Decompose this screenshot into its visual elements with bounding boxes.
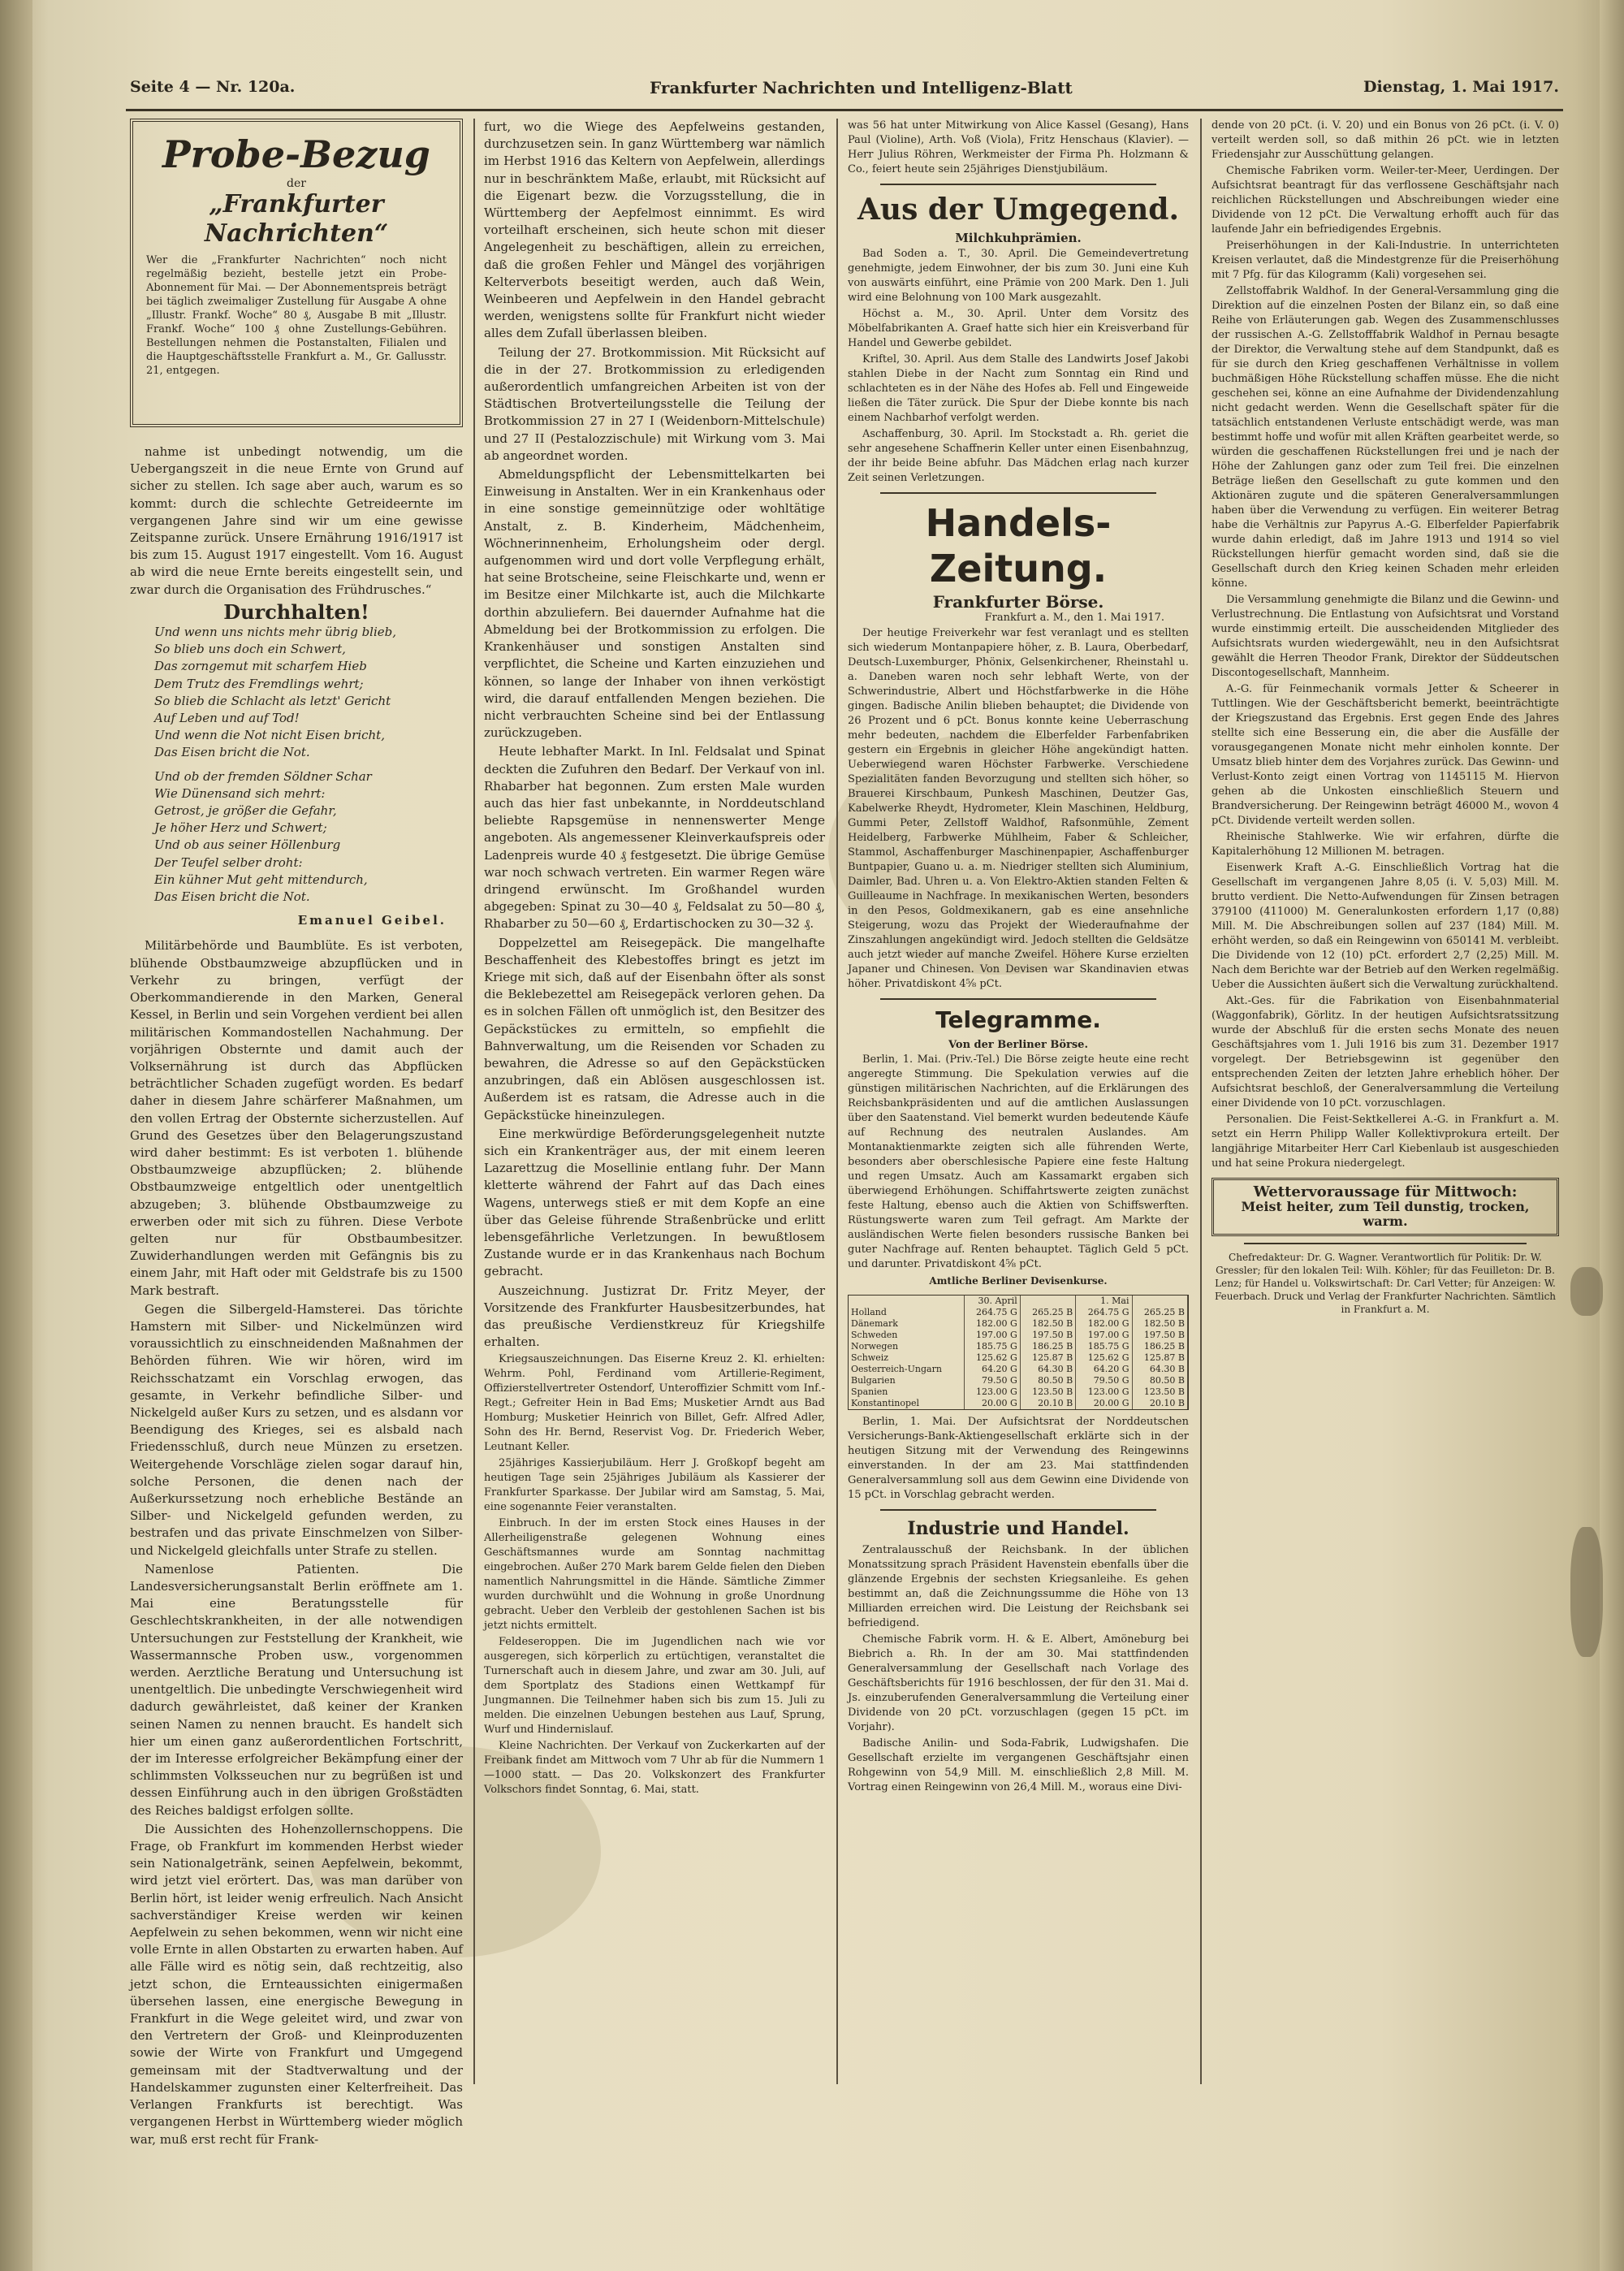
table-cell: 182.00 G — [964, 1318, 1020, 1330]
table-row — [849, 1375, 1188, 1386]
ad-paper-name: „Frankfurter Nachrichten“ — [204, 190, 389, 248]
newspaper-title: Frankfurter Nachrichten und Intelligenz-Blatt — [650, 78, 1073, 97]
page-tear — [1570, 1527, 1603, 1657]
column-rule — [473, 119, 475, 2084]
article-text: Rheinische Stahlwerke. Wie wir erfahren, dürfte die Kapitalerhöhung 12 Millionen M. betragen. — [1212, 831, 1559, 858]
article-text: Eisenwerk Kraft A.-G. Einschließlich Vortrag hat die Gesellschaft im vergangenen Jahre 8,05 (i. V. 5,03) Mill. M. brutto verdient. Die Netto-Aufwendungen für Zinsen betragen 379100 (411000) M. Generalunkosten erfordern 1,17 (0,88) Mill. M. Die Abschreibungen sollen auf 237 (184) Mill. M. erhöht werden, so daß ein Reingewinn von 650141 M. verbleibt. Die Dividende von 12 (10) pCt. erfordert 2,7 (2,25) Mill. M. Nach dem Berichte war der Betrieb auf den Werken regelmäßig. Ueber die Aussichten äußert sich die Verwaltung zurückhaltend. — [1212, 862, 1559, 991]
article-text: 25jähriges Kassierjubiläum. Herr J. Großkopf begeht am heutigen Tage sein 25jähriges Jubiläum als Kassierer der Frankfurter Sparkasse. Der Jubilar wird am Samstag, 5. Mai, eine sogenannte Feier veranstalten. — [484, 1457, 825, 1514]
table-cell: Schweiz — [849, 1352, 964, 1364]
table-cell: 186.25 B — [1020, 1341, 1075, 1352]
subheading: Frankfurter Börse. — [932, 591, 1104, 612]
ad-title: Probe-Bezug — [162, 132, 430, 176]
table-row — [849, 1330, 1188, 1341]
ad-text: Wer die „Frankfurter Nachrichten“ noch nicht regelmäßig bezieht, bestelle jetzt ein Probe-Abonnement für Mai. — Der Abonnementspreis beträgt bei täglich zweimaliger Zustellung für Ausgabe A ohne „Illustr. Frankf. Woche“ 80 ₰, Ausgabe B mit „Illustr. Frankf. Woche“ 100 ₰ ohne Zustellungs-Gebühren. Bestellungen nehmen die Postanstalten, Filialen und die Hauptgeschäftsstelle Frankfurt a. M., Gr. Gallusstr. 21, entgegen. — [146, 254, 447, 377]
table-cell: 185.75 G — [964, 1341, 1020, 1352]
poem-stanza: Und wenn uns nichts mehr übrig blieb, So blieb uns doch ein Schwert, Das zorngemut mit scharfem Hieb Dem Trutz des Fremdlings wehrt; So blieb die Schlacht als letzt' Gericht Auf Leben und auf Tod! Und wenn die Not nicht Eisen bricht, Das Eisen bricht die Not. — [154, 625, 397, 760]
article-text: dende von 20 pCt. (i. V. 20) und ein Bonus von 26 pCt. (i. V. 0) verteilt werden soll, so daß mithin 26 pCt. wie in letzten Friedensjahr zur Ausschüttung gelangen. — [1212, 119, 1559, 161]
section-rule — [880, 1509, 1156, 1511]
article-text: Chemische Fabrik vorm. H. & E. Albert, Amöneburg bei Biebrich a. Rh. In der am 30. Mai stattfindenden Generalversammlung der Gesellschaft nach Vorlage des Geschäftsberichts für 1916 beschlossen, der für den 31. Mai d. Js. einzuberufenden Generalversammlung die Verteilung einer Dividende von 20 pCt. vorzuschlagen (gegen 15 pCt. im Vorjahr). — [848, 1633, 1189, 1733]
table-row — [849, 1352, 1188, 1364]
table-cell: 123.50 B — [1132, 1386, 1188, 1398]
imprint: Chefredakteur: Dr. G. Wagner. Verantwortlich für Politik: Dr. W. Gressler; für den lokalen Teil: Wilh. Köhler; für das Feuilleton: Dr. B. Lenz; für Handel u. Volkswirtschaft: Dr. Carl Vetter; für Anzeigen: W. Feuerbach. Druck und Verlag der Frankfurter Nachrichten. Sämtlich in Frankfurt a. M. — [1214, 1252, 1557, 1315]
article-text: Kleine Nachrichten. Der Verkauf von Zuckerkarten auf der Freibank findet am Mittwoch vom 7 Uhr ab für die Nummern 1—1000 statt. — Das 20. Volkskonzert des Frankfurter Volkschors findet Sonntag, 6. Mai, statt. — [484, 1740, 825, 1797]
table-cell: Norwegen — [849, 1341, 964, 1352]
table-cell: 182.50 B — [1132, 1318, 1188, 1330]
article-text: was 56 hat unter Mitwirkung von Alice Kassel (Gesang), Hans Paul (Violine), Arth. Voß (Viola), Fritz Henschaus (Klavier). — Herr Julius Röhren, Werkmeister der Firma Ph. Holzmann & Co., feiert heute sein 25jähriges Dienstjubiläum. — [848, 119, 1189, 175]
header-rule — [126, 109, 1563, 111]
article-text: Preiserhöhungen in der Kali-Industrie. In unterrichteten Kreisen verlautet, daß die Mindestgrenze für die Preiserhöhung mit 7 Pfg. für das Kilogramm (Kali) vorgesehen sei. — [1212, 240, 1559, 281]
table-header-cell: 1. Mai — [1076, 1296, 1132, 1307]
table-title: Amtliche Berliner Devisenkurse. — [929, 1275, 1108, 1287]
table-row — [849, 1318, 1188, 1330]
article-text: Feldeseroppen. Die im Jugendlichen nach wie vor ausgeregen, sich körperlich zu ertüchtigen, veranstaltet die Turnerschaft auch in diesem Jahre, und zwar am 30. Juli, auf dem Sportplatz des Stadions einen Wettkampf für Jungmannen. Die Teilnehmer haben sich bis zum 15. Juli zu melden. Die einzelnen Uebungen bestehen aus Lauf, Sprung, Wurf und Hindernislauf. — [484, 1636, 825, 1737]
article-text: Kriegsauszeichnungen. Das Eiserne Kreuz 2. Kl. erhielten: Wehrm. Pohl, Ferdinand vom Artillerie-Regiment, Offizierstellvertreter Ostendorf, Unteroffizier Schmitt vom Inf.-Regt.; Gefreiter Hein in Bad Ems; Musketier Arndt aus Bad Homburg; Musketier Heinrich von Billet, Gefr. Alfred Adler, Sohn des Hr. Bernd, Reservist Vog. Dr. Friederich Weber, Leutnant Keller. — [484, 1353, 825, 1454]
section-rule — [880, 492, 1156, 494]
table-cell: 265.25 B — [1132, 1307, 1188, 1318]
poem-stanza: Und ob der fremden Söldner Schar Wie Dünensand sich mehrt: Getrost, je größer die Gefahr, Je höher Herz und Schwert; Und ob aus seiner Höllenburg Der Teufel selber droht: Ein kühner Mut geht mittendurch, Das Eisen bricht die Not. — [154, 768, 372, 905]
table-cell: 64.30 B — [1020, 1364, 1075, 1375]
section-rule — [880, 998, 1156, 1000]
table-cell: 182.00 G — [1076, 1318, 1132, 1330]
table-cell: 125.87 B — [1020, 1352, 1075, 1364]
table-cell: 123.00 G — [1076, 1386, 1132, 1398]
article-text: Bad Soden a. T., 30. April. Die Gemeindevertretung genehmigte, jedem Einwohner, der bis zum 30. Juni eine Kuh von auswärts einführt, eine Prämie von 200 Mark. Den 1. Juli wird eine Belohnung von 100 Mark ausgezahlt. — [848, 247, 1189, 304]
column-3 — [848, 119, 1189, 2084]
table-cell: 265.25 B — [1020, 1307, 1075, 1318]
article-text: Heute lebhafter Markt. In Inl. Feldsalat und Spinat deckten die Zufuhren den Bedarf. Der Verkauf von inl. Rhabarber hat begonnen. Zum ersten Male wurden auch das hier fast unbekannte, in Norddeutschland beliebte Rapsgemüse in nennenswerter Menge angeboten. Als angemessener Kleinverkaufspreis oder Ladenpreis wurde 40 ₰ festgesetzt. Die übrige Gemüse war noch schwach vertreten. Ein warmer Regen wäre dringend erwünscht. Im Großhandel wurden abgegeben: Spinat zu 30—40 ₰, Feldsalat zu 50—80 ₰, Rhabarber zu 50—60 ₰, Erdartischocken zu 30—32 ₰. — [484, 744, 825, 932]
table-cell: 79.50 G — [964, 1375, 1020, 1386]
table-row — [849, 1398, 1188, 1409]
page-tear — [1570, 1267, 1603, 1316]
column-4 — [1212, 119, 1559, 2084]
table-cell: Spanien — [849, 1386, 964, 1398]
table-cell: 20.10 B — [1132, 1398, 1188, 1409]
table-cell: 125.62 G — [964, 1352, 1020, 1364]
section-heading: Handels-Zeitung. — [925, 500, 1112, 590]
article-text: Die Versammlung genehmigte die Bilanz und die Gewinn- und Verlustrechnung. Die Entlastung von Aufsichtsrat und Vorstand wurde einstimmig erteilt. Die ausscheidenden Mitglieder des Aufsichtsrats wurden wiedergewählt, neu in den Aufsichtsrat gewählt die Herren Theodor Frank, Direktor der Süddeutschen Discontogesellschaft, Mannheim. — [1212, 594, 1559, 679]
table-cell: 185.75 G — [1076, 1341, 1132, 1352]
table-cell: 197.00 G — [964, 1330, 1020, 1341]
article-text: Doppelzettel am Reisegepäck. Die mangelhafte Beschaffenheit des Klebestoffes bringt es jetzt im Kriege mit sich, daß auf der Eisenbahn öfter als sonst die Beklebezettel am Reisegepäck verloren gehen. Da es in solchen Fällen oft unmöglich ist, den Besitzer des Gepäckstückes zu ermitteln, so empfiehlt die Bahnverwaltung, um die Reisenden vor Schaden zu bewahren, die Adresse so auf den Gepäckstücken anzubringen, daß ein Ablösen ausgeschlossen ist. Außerdem ist es ratsam, die Adresse auch in die Gepäckstücke hineinzulegen. — [484, 935, 825, 1123]
table-cell: 186.25 B — [1132, 1341, 1188, 1352]
article-text: Zentralausschuß der Reichsbank. In der üblichen Monatssitzung sprach Präsident Havenstein ebenfalls über die glänzende Ergebnis der sechsten Kriegsanleihe. Es gehen bestimmt an, daß die Zeichnungssumme die Höhe von 13 Milliarden erreichen wird. Die Leistung der Reichsbank sei befriedigend. — [848, 1543, 1189, 1629]
table-cell: Dänemark — [849, 1318, 964, 1330]
table-cell: Oesterreich-Ungarn — [849, 1364, 964, 1375]
section-heading: Aus der Umgegend. — [857, 192, 1179, 227]
table-cell: Bulgarien — [849, 1375, 964, 1386]
poem-title: Durchhalten! — [223, 599, 369, 624]
ad-der: der — [287, 177, 306, 190]
article-text: Abmeldungspflicht der Lebensmittelkarten bei Einweisung in Anstalten. Wer in ein Krankenhaus oder in eine sonstige gemeinnützige oder wohltätige Anstalt, z. B. Kinderheim, Mädchenheim, Wöchnerinnenheim, Erholungsheim oder dergl. aufgenommen wird und dort volle Verpflegung erhält, hat seine Brotscheine, seine Fleischkarte und, wenn er im Besitze einer Milchkarte ist, auch die Milchkarte dorthin abzuliefern. Bei dauernder Aufnahme hat die Abmeldung bei der Brotkommission zu erfolgen. Die Krankenhäuser und sonstigen Anstalten sind verpflichtet, die Scheine und Karten einzuziehen und können, so lange der Inhaber von ihnen verköstigt wird, die darauf entfallenden Mengen beziehen. Die nicht verbrauchten Scheine sind bei der Entlassung zurückzugeben. — [484, 467, 825, 741]
column-1 — [130, 443, 463, 2147]
weather-title: Wettervoraussage für Mittwoch: — [1253, 1183, 1518, 1200]
table-cell: 123.00 G — [964, 1386, 1020, 1398]
table-cell: 64.20 G — [1076, 1364, 1132, 1375]
table-row — [849, 1307, 1188, 1318]
article-text: Berlin, 1. Mai. Der Aufsichtsrat der Norddeutschen Versicherungs-Bank-Aktiengesellschaft erklärte sich in der heutigen Sitzung mit der Verwendung des Reingewinns einverstanden. In der am 23. Mai stattfindenden Generalversammlung soll aus dem Gewinn eine Dividende von 15 pCt. in Vorschlag gebracht werden. — [848, 1415, 1189, 1501]
rates-table — [849, 1296, 1188, 1409]
column-2 — [484, 119, 825, 2084]
article-text: Auszeichnung. Justizrat Dr. Fritz Meyer, der Vorsitzende des Frankfurter Hausbesitzerbundes, hat das preußische Verdienstkreuz für Kriegshilfe erhalten. — [484, 1283, 825, 1350]
table-cell: 197.50 B — [1132, 1330, 1188, 1341]
table-cell: 264.75 G — [964, 1307, 1020, 1318]
table-row — [849, 1386, 1188, 1398]
table-row — [849, 1364, 1188, 1375]
exchange-rate-table — [848, 1295, 1189, 1410]
table-header-cell — [849, 1296, 964, 1307]
table-cell: 123.50 B — [1020, 1386, 1075, 1398]
table-header-cell — [1020, 1296, 1075, 1307]
table-header-cell — [1132, 1296, 1188, 1307]
table-cell: 125.62 G — [1076, 1352, 1132, 1364]
section-rule — [880, 184, 1156, 185]
page-edge-shadow — [1600, 0, 1624, 2271]
weather-box — [1212, 1178, 1559, 1236]
poem-author: Emanuel Geibel. — [297, 913, 447, 928]
table-cell: 79.50 G — [1076, 1375, 1132, 1386]
article-text: Chemische Fabriken vorm. Weiler-ter-Meer, Uerdingen. Der Aufsichtsrat beantragt für das verflossene Geschäftsjahr nach reichlichen Rückstellungen und Abschreibungen wieder eine Dividende von 12 pCt. Die Verwaltung erhofft auch für das laufende Jahr ein befriedigendes Ergebnis. — [1212, 165, 1559, 236]
table-cell: Holland — [849, 1307, 964, 1318]
article-text: Eine merkwürdige Beförderungsgelegenheit nutzte sich ein Krankenträger aus, der mit einem leeren Lazarettzug die Mosellinie entlang fuhr. Der Mann kletterte während der Fahrt auf das Dach eines Wagens, unterwegs stieß er mit dem Kopfe an eine über das Geleise führende Straßenbrücke und erlitt lebensgefährliche Verletzungen. In bewußtlosem Zustande wurde er in das Krankenhaus nach Bochum gebracht. — [484, 1126, 825, 1279]
table-cell: 125.87 B — [1132, 1352, 1188, 1364]
table-cell: 80.50 B — [1132, 1375, 1188, 1386]
table-cell: 20.10 B — [1020, 1398, 1075, 1409]
article-text: nahme ist unbedingt notwendig, um die Uebergangszeit in die neue Ernte von Grund auf sicher zu stellen. Ich sage aber auch, warum es so kommt: durch die schlechte Getreideernte im vergangenen Jahre sind wir um eine gewisse Zeitspanne zurück. Unsere Ernährung 1916/1917 ist bis zum 15. August 1917 eingestellt. Vom 16. August ab wird die neue Ernte bereits eingestellt sein, und zwar durch die Organisation des Frühdrusches.“ — [130, 444, 463, 597]
section-heading: Telegramme. — [935, 1006, 1101, 1033]
table-cell: 20.00 G — [964, 1398, 1020, 1409]
dateline: Frankfurt a. M., den 1. Mai 1917. — [984, 612, 1164, 625]
page-date: Dienstag, 1. Mai 1917. — [1363, 78, 1559, 96]
subheading: Von der Berliner Börse. — [948, 1038, 1088, 1051]
article-text: Personalien. Die Feist-Sektkellerei A.-G. in Frankfurt a. M. setzt ein Herrn Philipp Waller Kollektivprokura erteilt. Der langjährige Mitarbeiter Herr Carl Kiebenlaub ist ausgeschieden und hat seine Prokura niedergelegt. — [1212, 1114, 1559, 1170]
table-cell: 20.00 G — [1076, 1398, 1132, 1409]
article-text: Akt.-Ges. für die Fabrikation von Eisenbahnmaterial (Waggonfabrik), Görlitz. In der heutigen Aufsichtsratssitzung wurde der Abschluß für die ersten sechs Monate des neuen Geschäftsjahres vom 1. Juli 1916 bis zum 31. Dezember 1917 vorgelegt. Der Betriebsgewinn ist gegenüber den entsprechenden Zeiten der letzten Jahre erheblich höher. Der Aufsichtsrat beschloß, der Generalversammlung die Verteilung einer Dividende von 10 pCt. vorzuschlagen. — [1212, 995, 1559, 1110]
section-heading: Industrie und Handel. — [907, 1517, 1129, 1539]
page-fold-shadow — [0, 0, 32, 2271]
article-text: Aschaffenburg, 30. April. Im Stockstadt a. Rh. geriet die sehr angesehene Schaffnerin Keller unter einen Eisenbahnzug, der ihr beide Beine abfuhr. Das Mädchen erlag nach kurzer Zeit seinen Verletzungen. — [848, 427, 1189, 484]
page-header — [130, 78, 1559, 107]
weather-forecast: Meist heiter, zum Teil dunstig, trocken, warm. — [1241, 1199, 1530, 1229]
article-text: Militärbehörde und Baumblüte. Es ist verboten, blühende Obstbaumzweige abzupflücken und in Verkehr zu bringen, verfügt der Oberkommandierende in den Marken, General Kessel, in Berlin und sein Vorgehen verdient bei allen militärischen Kommandostellen Nachahmung. Der vorjährigen Obsternte und damit auch der Volksernährung ist durch das Abpflücken beträchtlicher Schaden zugefügt worden. Es bedarf daher in diesem Jahre schärferer Maßnahmen, um den vollen Ertrag der Obsternte sicherzustellen. Auf Grund des Gesetzes über den Belagerungszustand wird daher bestimmt: Es ist verboten 1. blühende Obstbaumzweige abzupflücken; 2. blühende Obstbaumzweige entgeltlich oder unentgeltlich abzugeben; 3. blühende Obstbaumzweige zu erwerben oder mit sich zu führen. Diese Verbote gelten nur für Obstbaumbesitzer. Zuwiderhandlungen werden mit Gefängnis bis zu einem Jahr, mit Haft oder mit Geldstrafe bis zu 1500 Mark bestraft. — [130, 938, 463, 1298]
article-text: Höchst a. M., 30. April. Unter dem Vorsitz des Möbelfabrikanten A. Graef hatte sich hier ein Kreisverband für Handel und Gewerbe gebildet. — [848, 307, 1189, 349]
article-text: Zellstoffabrik Waldhof. In der General-Versammlung ging die Direktion auf die einzelnen Posten der Bilanz ein, so daß eine Reihe von Erläuterungen gab. Wegen des Zusammenschlusses der russischen A.-G. Zellstofffabrik Waldhof in Pernau besagte der Direktor, die Verwaltung stehe auf dem Standpunkt, daß es für sie durch den Krieg geschaffenen Verhältnisse in vollem buchmäßigen Höhe Rückstellung schaffen müsse. Ehe die nicht geschehen sei, könne an eine Aufnahme der Dividendenzahlung nicht gedacht werden. Wenn die Gesellschaft später für die tatsächlich entstandenen Verluste entschädigt werde, was man bestimmt hoffe und wofür mit allen Kräften gearbeitet werde, so würden die geschaffenen Rückstellungen frei und je nach der Höhe der Zahlungen ganz oder zum Teil frei. Die einzelnen Beträge ließen den Gesellschaft zu gute kommen und den Aktionären zugute und die späteren Generalversammlungen haben über die Verwendung zu verfügen. Ein weiterer Betrag habe die Verhältnis zur Papyrus A.-G. Elberfelder Papierfabrik wurde dahin erledigt, daß im Jahre 1913 und 1914 so viel Rückstellungen hierfür gemacht worden sind, daß sie die Gesellschaft durch den Krieg keinen Schaden mehr erleiden könne. — [1212, 285, 1559, 590]
subheading: Milchkuhprämien. — [955, 231, 1082, 245]
subscription-ad — [130, 119, 463, 427]
table-cell: 197.00 G — [1076, 1330, 1132, 1341]
article-text: Gegen die Silbergeld-Hamsterei. Das törichte Hamstern mit Silber- und Nickelmünzen wird voraussichtlich zu einschneidenden Maßnahmen der Behörden führen. Wie wir hören, wird im Reichsschatzamt ein Vorschlag erwogen, das gesamte, in Verkehr befindliche Silber- und Nickelgeld außer Kurs zu setzen, und es alsdann vor Beendigung des Krieges, sei es alsbald nach Friedensschluß, durch neue Münzen zu ersetzen. Weitergehende Vorschläge zielen sogar darauf hin, solche Personen, die denen nach der Außerkurssetzung noch erhebliche Bestände an Silber- und Nickelgeld gefunden werden, zu bestrafen und das private Einschmelzen von Silber- und Nickelgeld gleichfalls unter Strafe zu stellen. — [130, 1301, 463, 1558]
table-cell: 64.30 B — [1132, 1364, 1188, 1375]
table-cell: Schweden — [849, 1330, 964, 1341]
article-text: Badische Anilin- und Soda-Fabrik, Ludwigshafen. Die Gesellschaft erzielte im vergangenen Geschäftsjahr einen Rohgewinn von 54,9 Mill. M. einschließlich 2,8 Mill. M. Vortrag einen Reingewinn von 26,4 Mill. M., woraus eine Divi- — [848, 1737, 1189, 1793]
article-text: Kriftel, 30. April. Aus dem Stalle des Landwirts Josef Jakobi stahlen Diebe in der Nacht zum Sonntag ein Rind und schlachteten es in der Nähe des Hofes ab. Fell und Eingeweide ließen die Täter zurück. Die Spur der Diebe konnte bis nach einem Nachbarhof verfolgt werden. — [848, 353, 1189, 424]
article-text: Berlin, 1. Mai. (Priv.-Tel.) Die Börse zeigte heute eine recht angeregte Stimmung. Die Spekulation verwies auf die günstigen militärischen Nachrichten, auf die Erklärungen des Reichsbankpräsidenten und auf die amtlichen Auslassungen über den Saatenstand. Viel bemerkt wurden bedeutende Käufe auf Rechnung des neutralen Auslandes. Am Montanaktienmarkte zeigten sich alle führenden Werte, besonders aber oberschlesische Papiere eine feste Haltung und regen Umsatz. Auch am Kassamarkt ergaben sich überwiegend Erhöhungen. Schiffahrtswerte zeigten zunächst feste Haltung, ebenso auch die Aktien von Schiffswerften. Rüstungswerte waren zum Teil gefragt. Am Markte der ausländischen Werte fielen besonders russische Banken bei guter Nachfrage auf. Renten behauptet. Täglich Geld 5 pCt. und darunter. Privatdiskont 4⅝ pCt. — [848, 1053, 1189, 1271]
table-cell: 197.50 B — [1020, 1330, 1075, 1341]
table-cell: 64.20 G — [964, 1364, 1020, 1375]
table-row — [849, 1341, 1188, 1352]
column-rule — [1200, 119, 1202, 2084]
table-header-cell: 30. April — [964, 1296, 1020, 1307]
article-text: Teilung der 27. Brotkommission. Mit Rücksicht auf die in der 27. Brotkommission zu erledigenden außerordentlich umfangreichen Arbeiten ist von der Städtischen Brotverteilungsstelle die Teilung der Brotkommission 27 in 27 I (Weidenborn-Mittelschule) und 27 II (Pestalozzischule) mit Wirkung vom 3. Mai ab angeordnet worden. — [484, 344, 825, 463]
article-text: A.-G. für Feinmechanik vormals Jetter & Scheerer in Tuttlingen. Wie der Geschäftsbericht bemerkt, beeinträchtigte der Kriegszustand das Ergebnis. Erst gegen Ende des Jahres stellte sich eine Besserung ein, die aber die Ausfälle der vorausgegangenen Monate nicht mehr einholen konnte. Der Umsatz blieb hinter dem des Vorjahres zurück. Das Gewinn- und Verlust-Konto zeigt einen Vortrag von 1145115 M. Hiervon gehen ab die Unkosten einschließlich Steuern und Brandversicherung. Der Reingewinn beträgt 46000 M., wovon 4 pCt. Dividende verteilt werden sollen. — [1212, 683, 1559, 827]
table-cell: 182.50 B — [1020, 1318, 1075, 1330]
table-cell: 264.75 G — [1076, 1307, 1132, 1318]
table-cell: Konstantinopel — [849, 1398, 964, 1409]
page-number: Seite 4 — Nr. 120a. — [130, 78, 296, 96]
column-rule — [836, 119, 838, 2084]
article-text: Namenlose Patienten. Die Landesversicherungsanstalt Berlin eröffnete am 1. Mai eine Beratungsstelle für Geschlechtskrankheiten, in der alle notwendigen Untersuchungen zur Feststellung der Krankheit, wie Wassermannsche Proben usw., vorgenommen werden. Aerztliche Beratung und Untersuchung ist unentgeltlich. Die unbedingte Verschwiegenheit wird dadurch gewährleistet, daß keiner der Kranken seinen Namen zu nennen braucht. Es handelt sich hier um einen ganz außerordentlichen Fortschritt, der im Interesse erfolgreicher Bekämpfung einer der schlimmsten Volksseuchen nur zu begrüßen ist und dessen Einführung auch in den übrigen Großstädten des Reiches baldigst erfolgen sollte. — [130, 1561, 463, 1818]
section-rule — [1244, 1243, 1527, 1244]
article-text: Die Aussichten des Hohenzollernschoppens. Die Frage, ob Frankfurt im kommenden Herbst wieder sein Nationalgetränk, seinen Aepfelwein, bekommt, wird jetzt viel erörtert. Das, was man darüber von Berlin hört, ist leider wenig erfreulich. Nach Ansicht sachverständiger Kreise werden wir keinen Aepfelwein zu sehen bekommen, wenn wir nicht eine volle Ernte in allen Obstarten zu erwarten haben. Auf alle Fälle wird es nötig sein, daß rechtzeitig, also jetzt schon, die Ernteaussichten einigermaßen übersehen lassen, eine energische Bewegung in Frankfurt in die Wege geleitet wird, und zwar von den Vertretern der Groß- und Kleinproduzenten sowie der Wirte von Frankfurt und Umgegend gemeinsam mit der Stadtverwaltung und der Handelskammer zugunsten einer Kelterfreiheit. Das Verlangen Frankfurts ist berechtigt. Was vergangenen Herbst in Württemberg wieder möglich war, muß erst recht für Frank- — [130, 1821, 463, 2147]
article-text: furt, wo die Wiege des Aepfelweins gestanden, durchzusetzen sein. In ganz Württemberg war nämlich im Herbst 1916 das Keltern von Aepfelwein, allerdings nur in beschränktem Maße, erlaubt, mit Rücksicht auf die Eigenart bezw. die Vorzugsstellung, die in Württemberg der Aepfelmost einnimmt. Es wird vorteilhaft erscheinen, sich heute schon mit dieser Angelegenheit zu beschäftigen, allein zu erreichen, daß die großen Fehler und Mängel des vorjährigen Kelterverbots beseitigt werden, auch daß Wein, Weinbeeren und Aepfelwein in den Handel gebracht werden, wenigstens sollte für Frankfurt nicht wieder alles dem Zufall überlassen bleiben. — [484, 119, 825, 341]
table-cell: 80.50 B — [1020, 1375, 1075, 1386]
article-text: Der heutige Freiverkehr war fest veranlagt und es stellten sich wiederum Montanpapiere höher, z. B. Laura, Oberbedarf, Deutsch-Luxemburger, Phönix, Gelsenkirchener, Rheinstahl u. a. Daneben waren noch sehr lebhaft Werte, von der Schwerindustrie, Albert und Höchstfarbwerke in die Höhe gingen. Badische Anilin blieben behauptet; die Dividende von 26 Prozent und 6 pCt. Bonus konnte keine Ueberraschung mehr bedeuten, nachdem die Elberfelder Farbenfabriken gestern ein Ergebnis in gleicher Höhe angekündigt hatten. Ueberwiegend waren Höchster Farbwerke. Verschiedene Spezialitäten fanden Bevorzugung und stellten sich höher, so Brauerei Kirschbaum, Punkesh Maschinen, Deutzer Gas, Kabelwerke Rheydt, Hydrometer, Klein Maschinen, Heldburg, Gummi Peter, Zellstoff Waldhof, Rafsonmühle, Zement Heidelberg, Farbwerke Mühlheim, Faber & Schleicher, Stammol, Aschaffenburger Maschinenpapier, Aschaffenburger Buntpapier, Guano u. a. m. Niedriger stellten sich Aluminium, Daimler, Bad. Uhren u. a. Von Elektro-Aktien standen Felten & Guilleaume in Nachfrage. In mexikanischen Werten, besonders in den Pesos, Goldmexikanern, gab es eine ansehnliche Steigerung, wozu das Projekt der Wiederaufnahme der Zinszahlungen angekündigt wird. Jedoch stellten die Geldsätze auch jetzt wieder auf manche Zweifel. Höhere Kurse erzielten Japaner und Chinesen. Von Devisen war Skandinavien etwas höher. Privatdiskont 4⅝ pCt. — [848, 626, 1189, 990]
article-text: Einbruch. In der im ersten Stock eines Hauses in der Allerheiligenstraße gelegenen Wohnung eines Geschäftsmannes wurde am Sonntag nachmittag eingebrochen. Außer 270 Mark barem Gelde fielen den Dieben namentlich Nahrungsmittel in die Hände. Sämtliche Zimmer wurden durchwühlt und die Wohnung in große Unordnung gebracht. Ueber den Verbleib der gestohlenen Sachen ist bis jetzt nichts ermittelt. — [484, 1517, 825, 1633]
table-header — [849, 1296, 1188, 1307]
